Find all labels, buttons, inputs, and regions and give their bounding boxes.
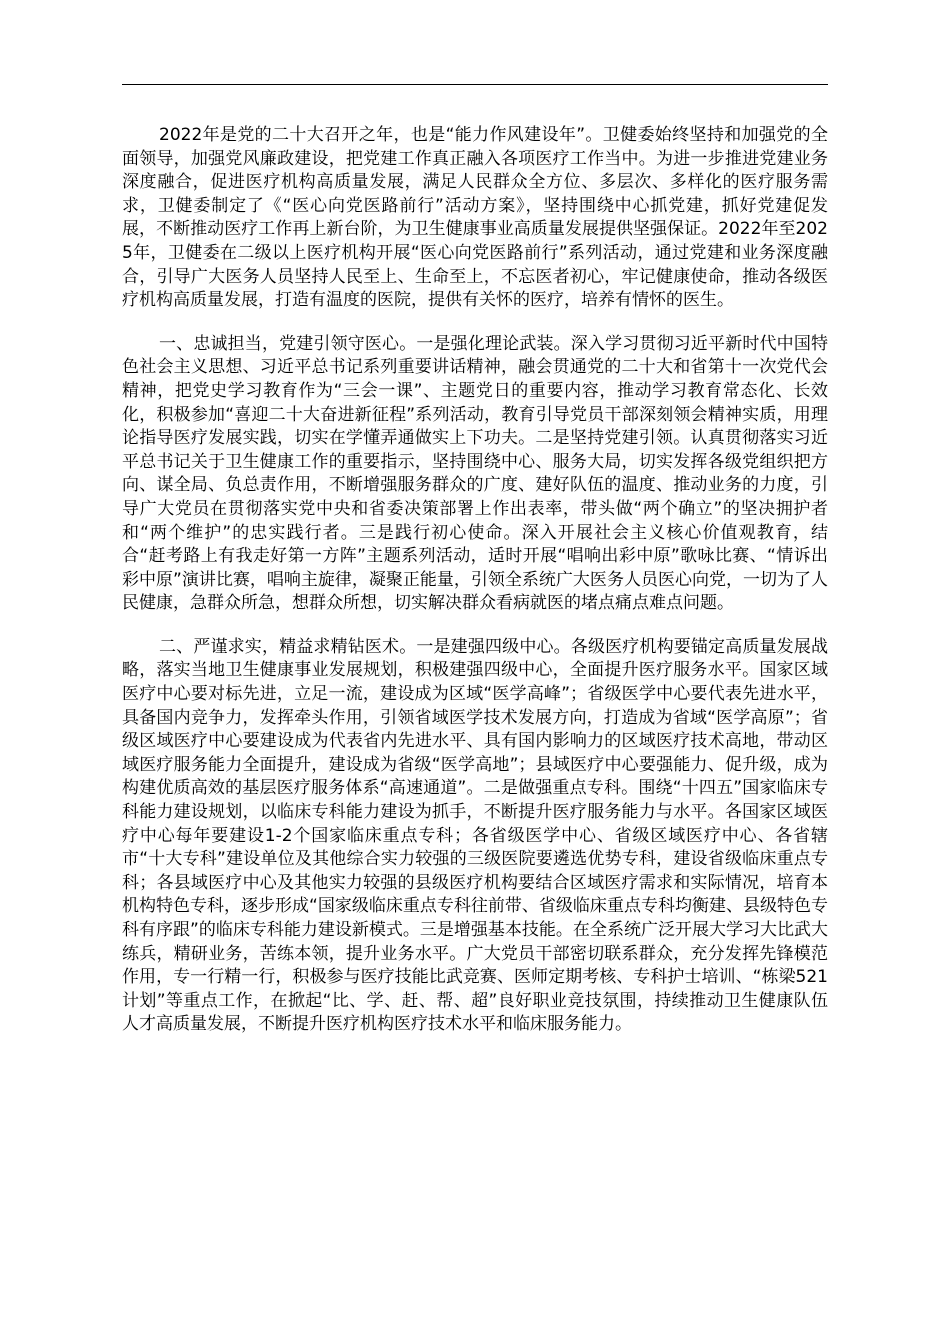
paragraph-intro: 2022年是党的二十大召开之年，也是“能力作风建设年”。卫健委始终坚持和加强党的全面领导，加强党风廉政建设，把党建工作真正融入各项医疗工作当中。为进一步推进党建业务深度融合，促进医疗机构高质量发展，满足人民群众全方位、多层次、多样化的医疗服务需求，卫健委制定了《“医心向党医路前行”活动方案》，坚持围绕中心抓党建，抓好党建促发展，不断推动医疗工作再上新台阶，为卫生健康事业高质量发展提供坚强保证。2022年至2025年，卫健委在二级以上医疗机构开展“医心向党医路前行”系列活动，通过党建和业务深度融合，引导广大医务人员坚持人民至上、生命至上，不忘医者初心，牢记健康使命，推动各级医疗机构高质量发展，打造有温度的医院，提供有关怀的医疗，培养有情怀的医生。 [122, 125, 828, 311]
paragraph-section-two: 二、严谨求实，精益求精钻医术。一是建强四级中心。各级医疗机构要锚定高质量发展战略，落实当地卫生健康事业发展规划，积极建强四级中心，全面提升医疗服务水平。国家区域医疗中心要对标先进，立足一流，建设成为区域“医学高峰”；省级医学中心要代表先进水平，具备国内竞争力，发挥牵头作用，引领省域医学技术发展方向，打造成为省域“医学高原”；省级区域医疗中心要建设成为代表省内先进水平、具有国内影响力的区域医疗技术高地，带动区域医疗服务能力全面提升，建设成为省级“医学高地”；县域医疗中心要强能力、促升级，成为构建优质高效的基层医疗服务体系“高速通道”。二是做强重点专科。围绕“十四五”国家临床专科能力建设规划，以临床专科能力建设为抓手，不断提升医疗服务能力与水平。各国家区域医疗中心每年要建设1-2个国家临床重点专科；各省级医学中心、省级区域医疗中心、各省辖市“十大专科”建设单位及其他综合实力较强的三级医院要遴选优势专科，建设省级临床重点专科；各县域医疗中心及其他实力较强的县级医疗机构要结合区域医疗需求和实际情况，培育本机构特色专科，逐步形成“国家级临床重点专科往前带、省级临床重点专科均衡建、县级特色专科有序跟”的临床专科能力建设新模式。三是增强基本技能。在全系统广泛开展大学习大比武大练兵，精研业务，苦练本领，提升业务水平。广大党员干部密切联系群众，充分发挥先锋模范作用，专一行精一行，积极参与医疗技能比武竞赛、医师定期考核、专科护士培训、“栋梁521计划”等重点工作，在掀起“比、学、赶、帮、超”良好职业竞技氛围，持续推动卫生健康队伍人才高质量发展，不断提升医疗机构医疗技术水平和临床服务能力。 [122, 636, 828, 1035]
header-rule [122, 84, 828, 85]
paragraph-section-one: 一、忠诚担当，党建引领守医心。一是强化理论武装。深入学习贯彻习近平新时代中国特色社会主义思想、习近平总书记系列重要讲话精神，融会贯通党的二十大和省第十一次党代会精神，把党史学习教育作为“三会一课”、主题党日的重要内容，推动学习教育常态化、长效化，积极参加“喜迎二十大奋进新征程”系列活动，教育引导党员干部深刻领会精神实质，用理论指导医疗发展实践，切实在学懂弄通做实上下功夫。二是坚持党建引领。认真贯彻落实习近平总书记关于卫生健康工作的重要指示，坚持围绕中心、服务大局，切实发挥各级党组织把方向、谋全局、负总责作用，不断增强服务群众的广度、建好队伍的温度、推动业务的力度，引导广大党员在贯彻落实党中央和省委决策部署上作出表率，带头做“两个确立”的坚决拥护者和“两个维护”的忠实践行者。三是践行初心使命。深入开展社会主义核心价值观教育，结合“赶考路上有我走好第一方阵”主题系列活动，适时开展“唱响出彩中原”歌咏比赛、“情诉出彩中原”演讲比赛，唱响主旋律，凝聚正能量，引领全系统广大医务人员医心向党，一切为了人民健康，急群众所急，想群众所想，切实解决群众看病就医的堵点痛点难点问题。 [122, 333, 828, 614]
document-body [122, 124, 828, 1057]
